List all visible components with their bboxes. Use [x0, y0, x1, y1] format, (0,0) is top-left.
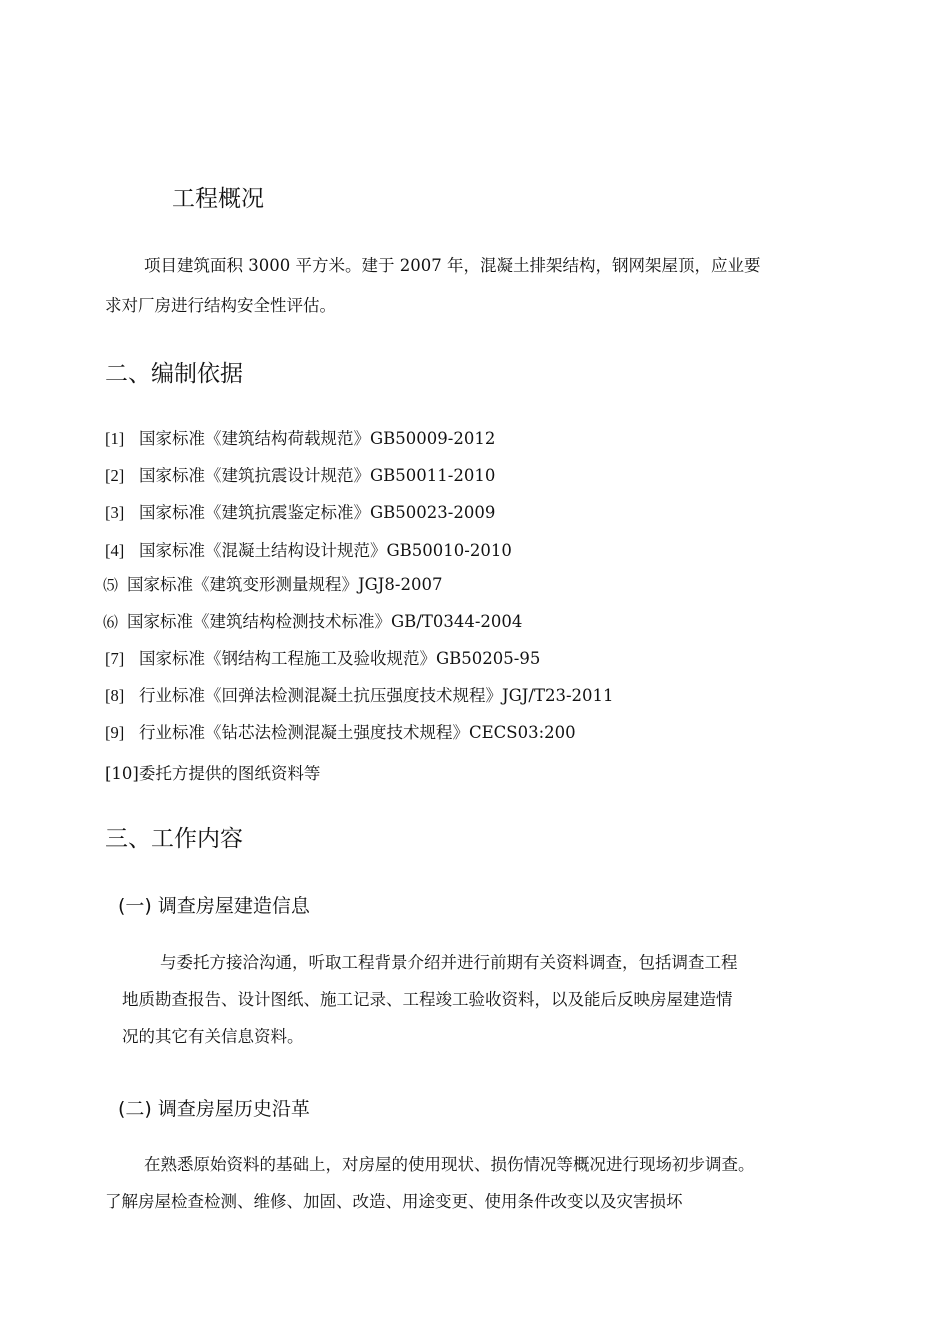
- reference-number: [10]: [105, 764, 139, 783]
- reference-text: 行业标准《钻芯法检测混凝土强度技术规程》CECS03:200: [139, 723, 576, 742]
- reference-text: 国家标准《建筑抗震设计规范》GB50011-2010: [139, 466, 496, 485]
- construction-info-line-2: 地质勘查报告、设计图纸、施工记录、工程竣工验收资料，以及能后反映房屋建造情: [122, 990, 733, 1009]
- reference-item: [105, 462, 495, 486]
- reference-item: [105, 760, 320, 784]
- section-title-basis: 二、编制依据: [105, 361, 243, 387]
- history-line-2: 了解房屋检查检测、维修、加固、改造、用途变更、使用条件改变以及灾害损坏: [105, 1192, 683, 1211]
- reference-text: 国家标准《建筑结构荷载规范》GB50009-2012: [139, 429, 496, 448]
- reference-number: ⑹: [103, 615, 119, 631]
- reference-item: [105, 425, 495, 449]
- reference-number: [8]: [105, 686, 125, 705]
- reference-text: 委托方提供的图纸资料等: [138, 764, 321, 783]
- reference-text: 国家标准《建筑变形测量规程》JGJ8-2007: [127, 575, 443, 594]
- section-title-work: 三、工作内容: [105, 826, 243, 852]
- history-line-1: 在熟悉原始资料的基础上，对房屋的使用现状、损伤情况等概况进行现场初步调查。: [144, 1155, 755, 1174]
- reference-text: 国家标准《建筑抗震鉴定标准》GB50023-2009: [139, 503, 496, 522]
- overview-line-2: 求对厂房进行结构安全性评估。: [105, 296, 336, 315]
- construction-info-line-1: 与委托方接洽沟通，听取工程背景介绍并进行前期有关资料调查，包括调查工程: [160, 953, 738, 972]
- reference-item: [103, 608, 522, 632]
- reference-number: [4]: [105, 541, 125, 560]
- reference-text: 行业标准《回弹法检测混凝土抗压强度技术规程》JGJ/T23-2011: [139, 686, 614, 705]
- reference-number: ⑸: [103, 578, 119, 594]
- reference-text: 国家标准《建筑结构检测技术标准》GB/T0344-2004: [127, 612, 523, 631]
- reference-item: [105, 719, 576, 743]
- reference-number: [2]: [105, 466, 125, 485]
- reference-text: 国家标准《钢结构工程施工及验收规范》GB50205-95: [139, 649, 541, 668]
- reference-number: [9]: [105, 723, 125, 742]
- construction-info-line-3: 况的其它有关信息资料。: [122, 1027, 304, 1046]
- overview-line-1: 项目建筑面积 3000 平方米。建于 2007 年，混凝土排架结构，钢网架屋顶，应业要: [144, 256, 761, 275]
- reference-number: [7]: [105, 649, 125, 668]
- subsection-title-construction-info: (一) 调查房屋建造信息: [118, 895, 310, 917]
- reference-item: [105, 537, 512, 561]
- reference-item: [105, 499, 495, 523]
- reference-item: [103, 571, 442, 595]
- reference-number: [1]: [105, 429, 125, 448]
- reference-text: 国家标准《混凝土结构设计规范》GB50010-2010: [139, 541, 512, 560]
- reference-item: [105, 645, 540, 669]
- subsection-title-history: (二) 调查房屋历史沿革: [118, 1098, 310, 1120]
- reference-item: [105, 682, 614, 706]
- reference-number: [3]: [105, 503, 125, 522]
- section-title-overview: 工程概况: [172, 186, 264, 212]
